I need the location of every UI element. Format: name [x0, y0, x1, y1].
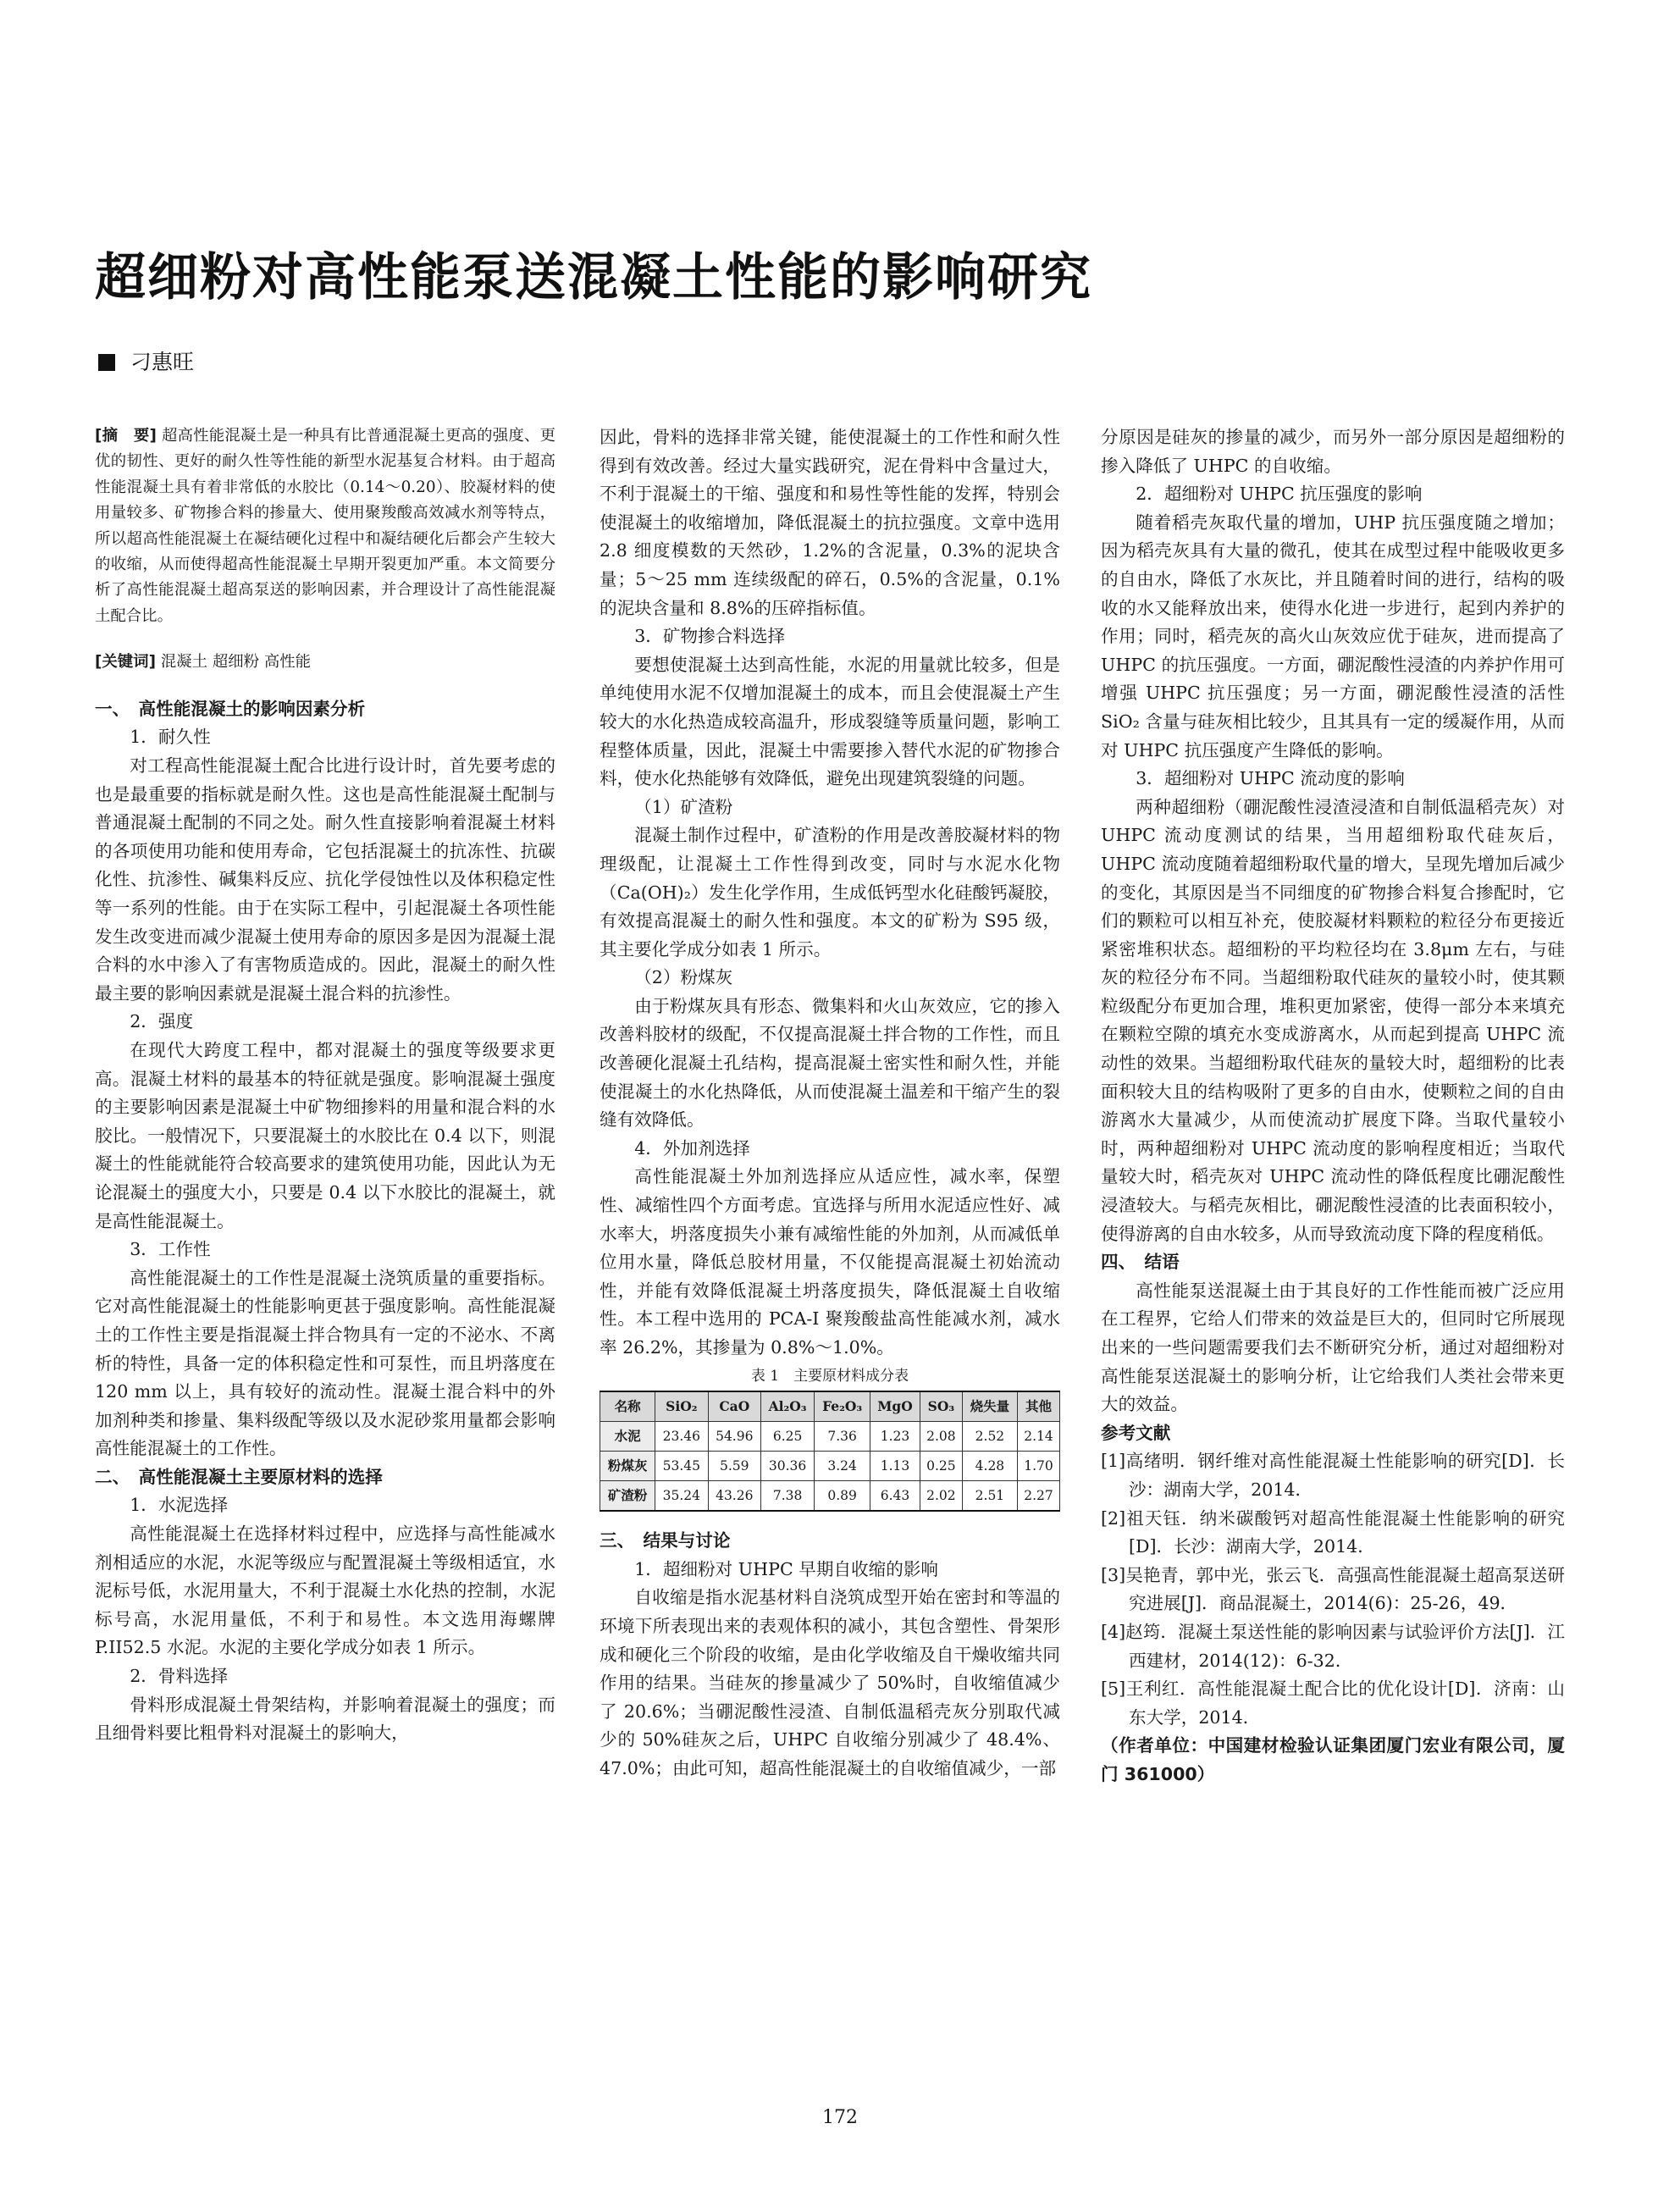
- keywords-text: 混凝土 超细粉 高性能: [160, 653, 312, 672]
- paragraph: 高性能混凝土在选择材料过程中，应选择与高性能减水剂相适应的水泥，水泥等级应与配置混凝土等级相适宜，水泥标号低，水泥用量大，不利于混凝土水化热的控制，水泥标号高，水泥用量低，不利于和易性。本文选用海螺牌 P.II52.5 水泥。水泥的主要化学成分如表 1 所示。: [95, 1524, 555, 1658]
- paragraph: 分原因是硅灰的掺量的减少，而另外一部分原因是超细粉的掺入降低了 UHPC 的自收缩。: [1101, 427, 1565, 476]
- references-heading: 参考文献: [1101, 1422, 1171, 1443]
- table-cell: 0.89: [815, 1481, 870, 1512]
- paragraph: 两种超细粉（硼泥酸性浸渣浸渣和自制低温稻壳灰）对 UHPC 流动度测试的结果，当用超细粉取代硅灰后，UHPC 流动度随着超细粉取代量的增大，呈现先增加后减少的变化，其原因是当不同细度的矿物掺合料复合掺配时，它们的颗粒可以相互补充，使胶凝材料颗粒的粒径分布更接近紧密堆积状态。超细粉的平均粒径均在 3.8μm 左右，与硅灰的粒径分布不同。当超细粉取代硅灰的量较小时，使其颗粒级配分布更加合理，堆积更加紧密，使得一部分本来填充在颗粒空隙的填充水变成游离水，从而起到提高 UHPC 流动性的效果。当超细粉取代硅灰的量较大时，超细粉的比表面积较大且的结构吸附了更多的自由水，使颗粒之间的自由游离水大量减少，从而使流动扩展度下降。当取代量较小时，两种超细粉对 UHPC 流动度的影响程度相近；当取代量较大时，稻壳灰对 UHPC 流动性的降低程度比硼泥酸性浸渣较大。与稻壳灰相比，硼泥酸性浸渣的比表面积较小，使得游离的自由水较多，从而导致流动度下降的程度稍低。: [1101, 796, 1565, 1244]
- table-header-cell: Al₂O₃: [760, 1391, 814, 1422]
- table-cell: 6.43: [870, 1481, 920, 1512]
- table-row: [600, 1422, 1060, 1452]
- abstract-label: [摘 要]: [95, 427, 157, 445]
- table-header-cell: SiO₂: [655, 1391, 708, 1422]
- table-cell: 2.51: [962, 1481, 1017, 1512]
- section-heading: 三、 结果与讨论: [600, 1530, 731, 1551]
- table-cell: 7.38: [760, 1481, 814, 1512]
- subsection-heading: （2）粉煤灰: [634, 967, 733, 988]
- reference-item: [2]祖天钰．纳米碳酸钙对超高性能混凝土性能影响的研究[D]．长沙：湖南大学，2014．: [1101, 1507, 1565, 1557]
- subsection-heading: 2．超细粉对 UHPC 抗压强度的影响: [1136, 484, 1423, 505]
- author-name: 刁惠旺: [130, 350, 195, 374]
- table-header-cell: 其他: [1017, 1391, 1059, 1422]
- table-row: [600, 1481, 1060, 1512]
- section-heading: 一、 高性能混凝土的影响因素分析: [95, 698, 366, 719]
- table-header-cell: 烧失量: [962, 1391, 1017, 1422]
- author-affiliation: （作者单位：中国建材检验认证集团厦门宏业有限公司，厦门 361000）: [1101, 1735, 1565, 1784]
- reference-item: [1]高绪明．钢纤维对高性能混凝土性能影响的研究[D]．长沙：湖南大学，2014．: [1101, 1451, 1565, 1500]
- table-cell: 43.26: [708, 1481, 760, 1512]
- table-cell: 54.96: [708, 1422, 760, 1452]
- table-cell: 7.36: [815, 1422, 870, 1452]
- table-cell: 2.52: [962, 1422, 1017, 1452]
- table-cell: 53.45: [655, 1452, 708, 1481]
- subsection-heading: 1．耐久性: [130, 727, 211, 748]
- paragraph: 高性能泵送混凝土由于其良好的工作性能而被广泛应用在工程界，它给人们带来的效益是巨大的，但同时它所展现出来的一些问题需要我们去不断研究分析，通过对超细粉对高性能泵送混凝土的影响分析，让它给我们人类社会带来更大的效益。: [1101, 1280, 1565, 1415]
- paragraph: 由于粉煤灰具有形态、微集料和火山灰效应，它的掺入改善料胶材的级配，不仅提高混凝土拌合物的工作性，而且改善硬化混凝土孔结构，提高混凝土密实性和耐久性，并能使混凝土的水化热降低，从而使混凝土温差和干缩产生的裂缝有效降低。: [600, 995, 1060, 1131]
- table-row: [600, 1452, 1060, 1481]
- table-cell: 1.13: [870, 1452, 920, 1481]
- reference-item: [4]赵筠．混凝土泵送性能的影响因素与试验评价方法[J]．江西建材，2014(12)：6-32．: [1101, 1621, 1565, 1671]
- paragraph: 要想使混凝土达到高性能，水泥的用量就比较多，但是单纯使用水泥不仅增加混凝土的成本，而且会使混凝土产生较大的水化热造成较高温升，形成裂缝等质量问题，影响工程整体质量，因此，混凝土中需要掺入替代水泥的矿物掺合料，使水化热能够有效降低，避免出现建筑裂缝的问题。: [600, 654, 1060, 789]
- table-cell: 1.23: [870, 1422, 920, 1452]
- keywords: [95, 648, 555, 677]
- table-cell: 23.46: [655, 1422, 708, 1452]
- paragraph: 高性能混凝土外加剂选择应从适应性，减水率，保塑性、减缩性四个方面考虑。宜选择与所用水泥适应性好、减水率大，坍落度损失小兼有减缩性能的外加剂，从而减低单位用水量，降低总胶材用量，不仅能提高混凝土初始流动性，并能有效降低混凝土坍落度损失，降低混凝土自收缩性。本工程中选用的 PCA-I 聚羧酸盐高性能减水剂，减水率 26.2%，其掺量为 0.8%～1.0%。: [600, 1166, 1060, 1358]
- table-cell: 矿渣粉: [600, 1481, 655, 1512]
- section-heading: 二、 高性能混凝土主要原材料的选择: [95, 1466, 383, 1487]
- paragraph: 对工程高性能混凝土配合比进行设计时，首先要考虑的也是最重要的指标就是耐久性。这也是高性能混凝土配制与普通混凝土配制的不同之处。耐久性直接影响着混凝土材料的各项使用功能和使用寿命，它包括混凝土的抗冻性、抗碳化性、抗渗性、碱集料反应、抗化学侵蚀性以及体积稳定性等一系列的性能。由于在实际工程中，引起混凝土各项性能发生改变进而减少混凝土使用寿命的原因多是因为混凝土混合料的水中渗入了有害物质造成的。因此，混凝土的耐久性最主要的影响因素就是混凝土混合料的抗渗性。: [95, 755, 555, 1004]
- table-cell: 1.70: [1017, 1452, 1059, 1481]
- paragraph: 随着稻壳灰取代量的增加，UHP 抗压强度随之增加；因为稻壳灰具有大量的微孔，使其在成型过程中能吸收更多的自由水，降低了水灰比，并且随着时间的进行，结构的吸收的水又能释放出来，使得水化进一步进行，起到内养护的作用；同时，稻壳灰的高火山灰效应优于硅灰，进而提高了 UHPC 的抗压强度。一方面，硼泥酸性浸渣的内养护作用可增强 UHPC 抗压强度；另一方面，硼泥酸性浸渣的活性 SiO₂ 含量与硅灰相比较少，且其具有一定的缓凝作用，从而对 UHPC 抗压强度产生降低的影响。: [1101, 512, 1565, 760]
- subsection-heading: 1．超细粉对 UHPC 早期自收缩的影响: [634, 1558, 939, 1579]
- table-header-row: [600, 1391, 1060, 1422]
- paragraph: 因此，骨料的选择非常关键，能使混凝土的工作性和耐久性得到有效改善。经过大量实践研究，泥在骨料中含量过大，不利于混凝土的干缩、强度和和易性等性能的发挥，特别会使混凝土的收缩增加，降低混凝土的抗拉强度。文章中选用 2.8 细度模数的天然砂，1.2%的含泥量，0.3%的泥块含量；5～25 mm 连续级配的碎石，0.5%的含泥量，0.1%的泥块含量和 8.8%的压碎指标值。: [600, 427, 1060, 618]
- paper-title: 超细粉对高性能泵送混凝土性能的影响研究: [95, 248, 1092, 307]
- table-cell: 35.24: [655, 1481, 708, 1512]
- table-header-cell: MgO: [870, 1391, 920, 1422]
- column-3: [1101, 423, 1565, 1789]
- table-cell: 30.36: [760, 1452, 814, 1481]
- table-cell: 粉煤灰: [600, 1452, 655, 1481]
- table-cell: 2.08: [920, 1422, 962, 1452]
- subsection-heading: 2．强度: [130, 1011, 194, 1032]
- subsection-heading: （1）矿渣粉: [634, 796, 733, 817]
- paragraph: 混凝土制作过程中，矿渣粉的作用是改善胶凝材料的物理级配，让混凝土工作性得到改变，同时与水泥水化物（Ca(OH)₂）发生化学作用，生成低钙型水化硅酸钙凝胶，有效提高混凝土的耐久性和强度。本文的矿粉为 S95 级，其主要化学成分如表 1 所示。: [600, 825, 1060, 960]
- square-bullet-icon: [98, 354, 115, 371]
- table-cell: 6.25: [760, 1422, 814, 1452]
- table-cell: 5.59: [708, 1452, 760, 1481]
- table-header-cell: 名称: [600, 1391, 655, 1422]
- materials-table: [600, 1391, 1060, 1512]
- table-caption: 表 1 主要原材料成分表: [750, 1367, 909, 1385]
- subsection-heading: 4．外加剂选择: [634, 1137, 750, 1159]
- paragraph: 自收缩是指水泥基材料自浇筑成型开始在密封和等温的环境下所表现出来的表观体积的减小，其包含塑性、骨架形成和硬化三个阶段的收缩，是由化学收缩及自干燥收缩共同作用的结果。当硅灰的掺量减少了 50%时，自收缩值减少了 20.6%；当硼泥酸性浸渣、自制低温稻壳灰分别取代减少的 50%硅灰之后，UHPC 自收缩分别减少了 48.4%、47.0%；由此可知，超高性能混凝土的自收缩值减少，一部: [600, 1587, 1060, 1778]
- table-cell: 水泥: [600, 1422, 655, 1452]
- table-header-cell: Fe₂O₃: [815, 1391, 870, 1422]
- paragraph: 高性能混凝土的工作性是混凝土浇筑质量的重要指标。它对高性能混凝土的性能影响更甚于强度影响。高性能混凝土的工作性主要是指混凝土拌合物具有一定的不泌水、不离析的特性，具备一定的体积稳定性和可泵性，而且坍落度在 120 mm 以上，具有较好的流动性。混凝土混合料中的外加剂种类和掺量、集料级配等级以及水泥砂浆用量都会影响高性能混凝土的工作性。: [95, 1267, 555, 1459]
- table-cell: 0.25: [920, 1452, 962, 1481]
- table-cell: 2.14: [1017, 1422, 1059, 1452]
- reference-item: [3]吴艳青，郭中光，张云飞．高强高性能混凝土超高泵送研究进展[J]．商品混凝土，2014(6)：25-26，49．: [1101, 1564, 1565, 1614]
- table-header-cell: CaO: [708, 1391, 760, 1422]
- table-cell: 2.27: [1017, 1481, 1059, 1512]
- subsection-heading: 3．矿物掺合料选择: [634, 626, 786, 647]
- paragraph: 骨料形成混凝土骨架结构，并影响着混凝土的强度；而且细骨料要比粗骨料对混凝土的影响大，: [95, 1694, 555, 1744]
- abstract-text: 超高性能混凝土是一种具有比普通混凝土更高的强度、更优的韧性、更好的耐久性等性能的新型水泥基复合材料。由于超高性能混凝土具有着非常低的水胶比（0.14～0.20）、胶凝材料的使用量较多、矿物掺合料的掺量大、使用聚羧酸高效减水剂等特点，所以超高性能混凝土在凝结硬化过程中和凝结硬化后都会产生较大的收缩，从而使得超高性能混凝土早期开裂更加严重。本文简要分析了高性能混凝土超高泵送的影响因素，并合理设计了高性能混凝土配合比。: [95, 427, 555, 625]
- page-number: 172: [822, 2107, 858, 2128]
- table-cell: 2.02: [920, 1481, 962, 1512]
- table-cell: 3.24: [815, 1452, 870, 1481]
- column-1: [95, 423, 555, 1748]
- paragraph: 在现代大跨度工程中，都对混凝土的强度等级要求更高。混凝土材料的最基本的特征就是强度。影响混凝土强度的主要影响因素是混凝土中矿物细掺料的用量和混合料的水胶比。一般情况下，只要混凝土的水胶比在 0.4 以下，则混凝土的性能就能符合较高要求的建筑使用功能，因此认为无论混凝土的强度大小，只要是 0.4 以下水胶比的混凝土，就是高性能混凝土。: [95, 1039, 555, 1231]
- table-cell: 4.28: [962, 1452, 1017, 1481]
- subsection-heading: 3．工作性: [130, 1239, 211, 1260]
- reference-item: [5]王利红．高性能混凝土配合比的优化设计[D]．济南：山东大学，2014．: [1101, 1678, 1565, 1728]
- author-line: [98, 346, 194, 376]
- table-header-cell: SO₃: [920, 1391, 962, 1422]
- column-2: [600, 423, 1060, 1784]
- keywords-label: [关键词]: [95, 653, 156, 672]
- abstract: [95, 423, 555, 629]
- subsection-heading: 3．超细粉对 UHPC 流动度的影响: [1136, 768, 1405, 789]
- section-heading: 四、 结语: [1101, 1252, 1180, 1273]
- subsection-heading: 2．骨料选择: [130, 1666, 229, 1687]
- subsection-heading: 1．水泥选择: [130, 1495, 229, 1516]
